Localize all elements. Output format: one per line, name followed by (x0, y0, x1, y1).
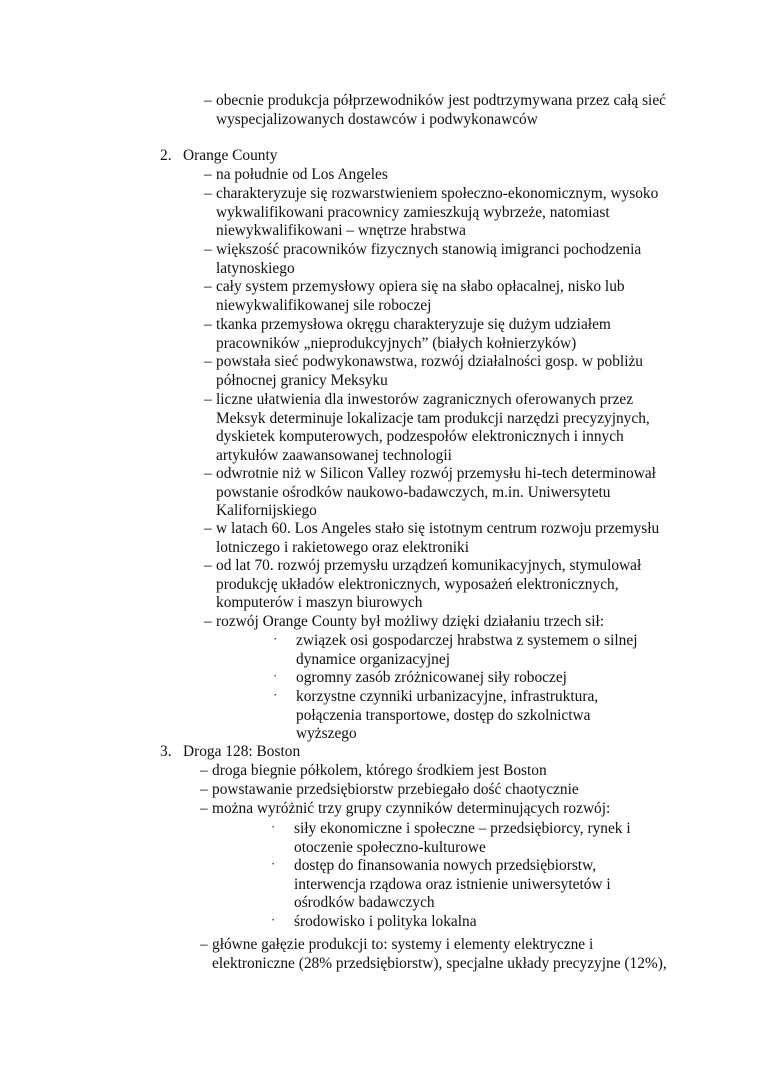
list-item-text: tkanka przemysłowa okręgu charakteryzuje się dużym udziałem pracowników „nieprodukcyjnych” (białych kołnierzyków) (216, 316, 611, 352)
list-item-text: w latach 60. Los Angeles stało się istotnym centrum rozwoju przemysłu lotniczego i rakietowego oraz elektroniki (216, 520, 660, 556)
list-item (204, 185, 666, 241)
sub-list-item-text: siły ekonomiczne i społeczne – przedsiębiorcy, rynek i otoczenie społeczno-kulturowe (294, 820, 631, 856)
list-item-text: cały system przemysłowy opiera się na słabo opłacalnej, nisko lub niewykwalifikowanej sile roboczej (216, 278, 625, 314)
dash-marker: – (200, 781, 208, 798)
section-title: Orange County (183, 147, 278, 164)
sub-list-item-text: ogromny zasób zróżnicowanej siły roboczej (296, 669, 567, 686)
bullet-marker: · (273, 687, 278, 702)
dash-marker: – (204, 316, 212, 333)
dash-marker: – (204, 241, 212, 258)
list-item (200, 781, 670, 800)
list-item-text: obecnie produkcja półprzewodników jest podtrzymywana przez całą sieć wyspecjalizowanych dostawców i podwykonawców (216, 92, 666, 128)
list-item (204, 391, 666, 465)
list-item (204, 241, 666, 278)
list-item (200, 800, 670, 819)
list-item (204, 316, 666, 353)
dash-marker: – (204, 185, 212, 202)
sub-list-item (271, 913, 649, 932)
sub-list-item (273, 669, 651, 688)
list-item-text: na południe od Los Angeles (216, 166, 388, 183)
list-item (204, 520, 666, 557)
bullet-marker: · (271, 819, 276, 834)
list-item (200, 936, 670, 973)
list-item-text: liczne ułatwienia dla inwestorów zagranicznych oferowanych przez Meksyk determinuje lokalizacje tam produkcji narzędzi precyzyjnych, dyskietek komputerowych, podzespołów elektronicznych i innych artykułów zaawansowanej technologii (216, 391, 650, 464)
dash-marker: – (204, 353, 212, 370)
sub-list-item-text: dostęp do finansowania nowych przedsiębiorstw, interwencja rządowa oraz istnienie uniwersytetów i ośrodków badawczych (294, 857, 611, 912)
bullet-marker: · (271, 912, 276, 927)
list-item-text: charakteryzuje się rozwarstwieniem społeczno-ekonomicznym, wysoko wykwalifikowani pracownicy zamieszkują wybrzeże, natomiast niewykwalifikowani – wnętrze hrabstwa (216, 185, 659, 240)
dash-marker: – (200, 800, 208, 817)
list-item (204, 465, 666, 521)
list-item (204, 92, 674, 129)
list-item-text: od lat 70. rozwój przemysłu urządzeń komunikacyjnych, stymulował produkcję układów elektronicznych, wyposażeń elektronicznych, komputerów i maszyn biurowych (216, 557, 642, 612)
list-item (204, 353, 666, 390)
list-item-text: rozwój Orange County był możliwy dzięki działaniu trzech sił: (216, 613, 605, 630)
dash-marker: – (204, 613, 212, 630)
list-item-text: można wyróżnić trzy grupy czynników determinujących rozwój: (212, 800, 611, 817)
section-number: 3. (160, 743, 172, 760)
list-item-text: główne gałęzie produkcji to: systemy i elementy elektryczne i elektroniczne (28% przedsiębiorstw), specjalne układy precyzyjne (12%), (212, 936, 667, 972)
sub-list-item-text: korzystne czynniki urbanizacyjne, infrastruktura, połączenia transportowe, dostęp do szkolnictwa wyższego (296, 688, 599, 743)
list-item-text: droga biegnie półkolem, którego środkiem jest Boston (212, 762, 547, 779)
list-item-text: powstawanie przedsiębiorstw przebiegało dość chaotycznie (212, 781, 579, 798)
dash-marker: – (200, 936, 208, 953)
sub-list-item-text: związek osi gospodarczej hrabstwa z systemem o silnej dynamice organizacyjnej (296, 632, 638, 668)
sub-list-item (273, 632, 651, 669)
list-item (204, 278, 666, 315)
bullet-marker: · (271, 856, 276, 871)
dash-marker: – (204, 92, 212, 109)
list-item (200, 762, 670, 781)
dash-marker: – (204, 391, 212, 408)
list-item (204, 166, 666, 185)
list-item (204, 557, 666, 613)
dash-marker: – (204, 520, 212, 537)
sub-list-item (271, 820, 649, 857)
list-item-text: powstała sieć podwykonawstwa, rozwój działalności gosp. w pobliżu północnej granicy Meksyku (216, 353, 643, 389)
bullet-marker: · (273, 668, 278, 683)
dash-marker: – (204, 557, 212, 574)
list-item (204, 613, 666, 632)
sub-list-item (273, 688, 651, 744)
list-item-text: odwrotnie niż w Silicon Valley rozwój przemysłu hi-tech determinował powstanie ośrodków naukowo-badawczych, m.in. Uniwersytetu Kalifornijskiego (216, 465, 656, 520)
sub-list-item (271, 857, 649, 913)
dash-marker: – (204, 166, 212, 183)
section-number: 2. (160, 147, 172, 164)
dash-marker: – (204, 465, 212, 482)
sub-list-item-text: środowisko i polityka lokalna (294, 913, 477, 930)
dash-marker: – (204, 278, 212, 295)
bullet-marker: · (273, 631, 278, 646)
dash-marker: – (200, 762, 208, 779)
list-item-text: większość pracowników fizycznych stanowią imigranci pochodzenia latynoskiego (216, 241, 642, 277)
section-title: Droga 128: Boston (183, 743, 301, 760)
